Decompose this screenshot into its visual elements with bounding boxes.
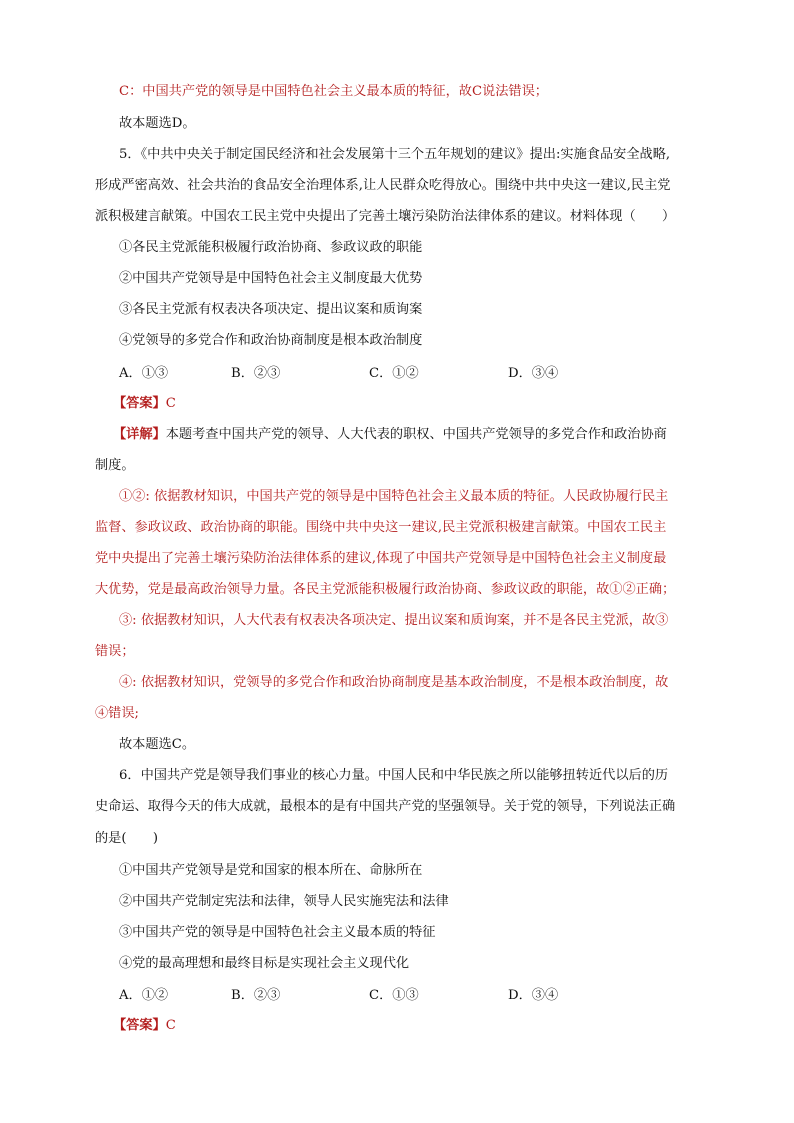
q5-explain-12-line-3: 党中央提出了完善土壤污染防治法律体系的建议,体现了中国共产党领导是中国特色社会主义制度最: [95, 551, 667, 566]
q5-explain-12-line-4: 大优势，党是最高政治领导力量。各民主党派能积极履行政治协商、参政议政的职能，故①②正确；: [95, 582, 676, 597]
q5-answer: [113, 394, 176, 414]
q6-statement-4: ④党的最高理想和最终目标是实现社会主义现代化: [119, 956, 410, 971]
q5-option-a: A．①③: [119, 366, 169, 381]
q6-answer-tag: 【答案】: [113, 1018, 166, 1033]
q5-detail-text: 本题考查中国共产党的领导、人大代表的职权、中国共产党领导的多党合作和政治协商: [165, 427, 667, 442]
q5-detail-line-1: [113, 425, 667, 445]
q6-statement-2: ②中国共产党制定宪法和法律，领导人民实施宪法和法律: [119, 894, 449, 909]
q5-option-b: B．②③: [231, 366, 281, 381]
q5-explain-3-line-1: ③: 依据教材知识，人大代表有权表决各项决定、提出议案和质询案，并不是各民主党派，故③: [119, 613, 669, 628]
q5-detail-line-2: 制度。: [95, 458, 135, 473]
q4-conclusion: 故本题选D。: [119, 116, 196, 131]
q5-statement-4: ④党领导的多党合作和政治协商制度是根本政治制度: [119, 333, 423, 348]
q5-explain-4-line-1: ④: 依据教材知识，党领导的多党合作和政治协商制度是基本政治制度，不是根本政治制度，故: [119, 675, 669, 690]
q6-stem-line-3: 的是( ): [95, 831, 159, 846]
q5-answer-tag: 【答案】: [113, 396, 166, 411]
q6-stem-line-1: 6．中国共产党是领导我们事业的核心力量。中国人民和中华民族之所以能够扭转近代以后的历: [119, 768, 669, 783]
q5-stem-line-1: 5．《中共中央关于制定国民经济和社会发展第十三个五年规划的建议》提出:实施食品安全战略,: [119, 147, 671, 162]
q6-statement-3: ③中国共产党的领导是中国特色社会主义最本质的特征: [119, 925, 436, 940]
q5-conclusion: 故本题选C。: [119, 737, 196, 752]
q5-explain-3-line-2: 错误；: [95, 644, 135, 659]
q5-statement-1: ①各民主党派能积极履行政治协商、参政议政的职能: [119, 240, 423, 255]
q6-answer-value: C: [165, 1018, 176, 1033]
q6-option-d: D．③④: [508, 988, 559, 1003]
q5-explain-12-line-1: ①②: 依据教材知识，中国共产党的领导是中国特色社会主义最本质的特征。人民政协履行民主: [119, 489, 669, 504]
q6-option-b: B．②③: [231, 988, 281, 1003]
q6-option-c: C．①③: [369, 988, 419, 1003]
q5-option-d: D．③④: [508, 366, 559, 381]
q5-answer-value: C: [165, 396, 176, 411]
q5-explain-12-line-2: 监督、参政议政、政治协商的职能。围绕中共中央这一建议,民主党派积极建言献策。中国农工民主: [95, 520, 667, 535]
q6-option-a: A．①②: [119, 988, 169, 1003]
q5-stem-line-2: 形成严密高效、社会共治的食品安全治理体系,让人民群众吃得放心。围绕中共中央这一建议,民主党: [95, 178, 671, 193]
q5-option-c: C．①②: [369, 366, 419, 381]
q5-statement-2: ②中国共产党领导是中国特色社会主义制度最大优势: [119, 271, 423, 286]
q6-statement-1: ①中国共产党领导是党和国家的根本所在、命脉所在: [119, 863, 423, 878]
q5-explain-4-line-2: ④错误;: [95, 706, 140, 721]
c-statement-explanation: C：中国共产党的领导是中国特色社会主义最本质的特征，故C说法错误；: [119, 84, 548, 99]
q5-statement-3: ③各民主党派有权表决各项决定、提出议案和质询案: [119, 302, 423, 317]
q5-detail-tag: 【详解】: [113, 427, 166, 442]
q5-stem-line-3: 派积极建言献策。中国农工民主党中央提出了完善土壤污染防治法律体系的建议。材料体现（ ）: [95, 209, 676, 224]
q6-stem-line-2: 史命运、取得今天的伟大成就，最根本的是有中国共产党的坚强领导。关于党的领导，下列说法正确: [95, 799, 676, 814]
q6-answer: [113, 1016, 176, 1036]
